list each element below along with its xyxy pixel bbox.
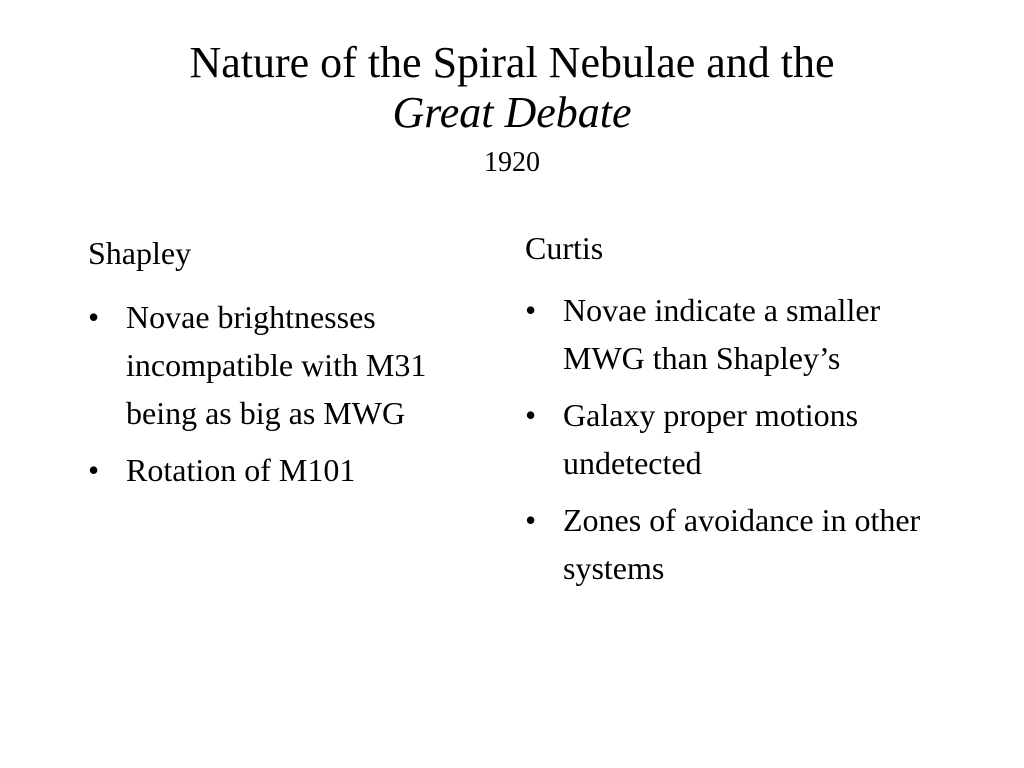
- bullet-list-curtis: [525, 286, 940, 601]
- bullet-text: Galaxy proper motions undetected: [563, 397, 859, 481]
- title-line-1: Nature of the Spiral Nebulae and the: [189, 38, 835, 87]
- bullet-text: Zones of avoidance in other systems: [563, 502, 921, 586]
- list-item: [88, 293, 458, 437]
- column-heading-shapley: Shapley: [88, 235, 192, 271]
- bullet-text: Rotation of M101: [126, 452, 356, 488]
- bullet-text: Novae indicate a smaller MWG than Shapley’s: [563, 292, 881, 376]
- list-item: [88, 446, 458, 494]
- bullet-list-shapley: [88, 293, 458, 503]
- title-line-2: Great Debate: [392, 88, 632, 137]
- list-item: [525, 391, 940, 487]
- bullet-icon: •: [525, 397, 537, 433]
- title-year: 1920: [484, 147, 540, 178]
- bullet-icon: •: [88, 452, 100, 488]
- bullet-text: Novae brightnesses incompatible with M31 being as big as MWG: [126, 299, 427, 431]
- bullet-icon: •: [525, 502, 537, 538]
- bullet-icon: •: [525, 292, 537, 328]
- slide-title: [0, 38, 1024, 180]
- bullet-icon: •: [88, 299, 100, 335]
- column-heading-curtis: Curtis: [525, 230, 604, 266]
- list-item: [525, 496, 940, 592]
- list-item: [525, 286, 940, 382]
